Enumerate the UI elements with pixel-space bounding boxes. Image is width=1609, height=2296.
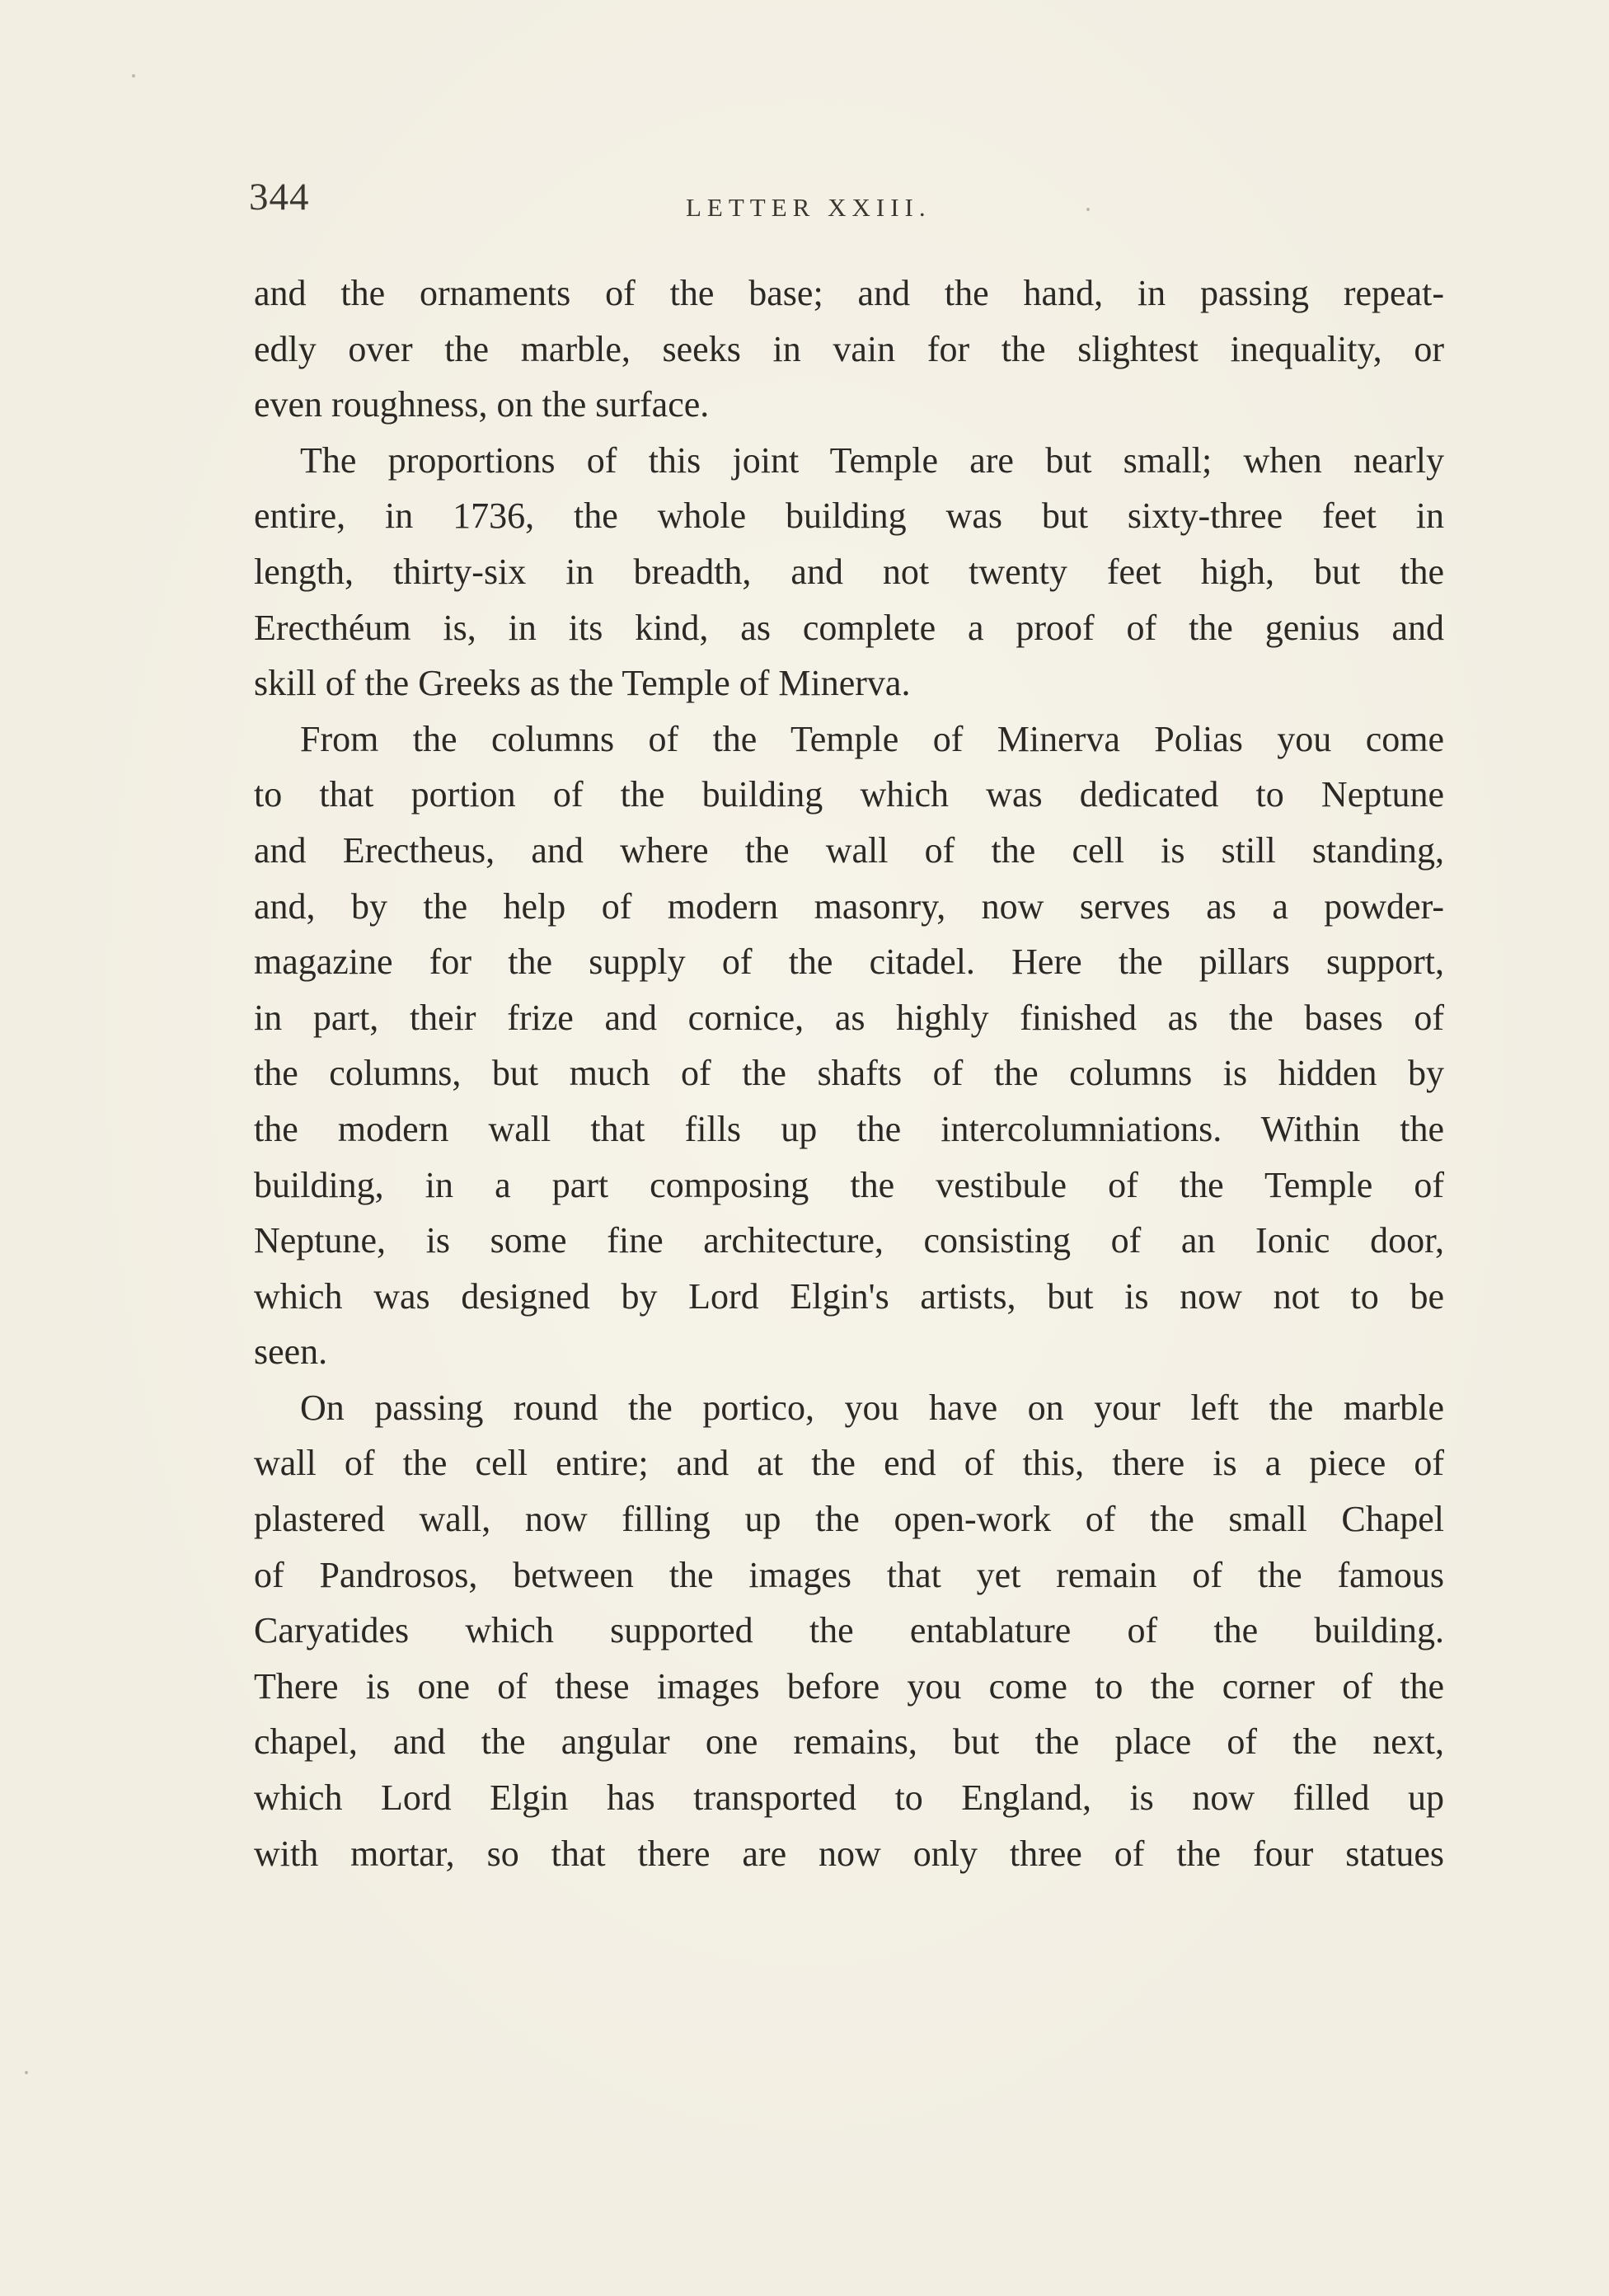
text-line: the modern wall that fills up the intercolumniations. Within the <box>254 1108 1444 1149</box>
paper-speck <box>1086 208 1090 211</box>
body-text <box>254 265 1444 1881</box>
paper-speck <box>132 74 135 77</box>
text-line: to that portion of the building which was dedicated to Neptune <box>254 774 1444 815</box>
text-line: wall of the cell entire; and at the end of this, there is a piece of <box>254 1443 1444 1484</box>
text-line: even roughness, on the surface. <box>254 384 710 425</box>
text-line: and Erectheus, and where the wall of the cell is still standing, <box>254 829 1444 871</box>
text-line: From the columns of the Temple of Minerva Polias you come <box>300 718 1444 759</box>
text-line: seen. <box>254 1331 328 1373</box>
text-line: with mortar, so that there are now only three of the four statues <box>254 1833 1444 1874</box>
running-head: LETTER XXIII. <box>686 193 931 222</box>
text-line: of Pandrosos, between the images that yet remain of the famous <box>254 1554 1444 1595</box>
text-line: Caryatides which supported the entablature of the building. <box>254 1610 1444 1651</box>
text-line: which Lord Elgin has transported to England, is now filled up <box>254 1777 1444 1819</box>
text-line: The proportions of this joint Temple are but small; when nearly <box>300 439 1444 481</box>
text-line: magazine for the supply of the citadel. Here the pillars support, <box>254 941 1444 983</box>
text-line: building, in a part composing the vestibule of the Temple of <box>254 1164 1444 1205</box>
text-line: There is one of these images before you come to the corner of the <box>254 1665 1444 1707</box>
text-line: skill of the Greeks as the Temple of Minerva. <box>254 663 911 704</box>
text-line: and, by the help of modern masonry, now serves as a powder- <box>254 885 1444 927</box>
text-line: length, thirty-six in breadth, and not twenty feet high, but the <box>254 551 1444 592</box>
text-line: Erecthéum is, in its kind, as complete a proof of the genius and <box>254 607 1444 648</box>
text-line: Neptune, is some fine architecture, consisting of an Ionic door, <box>254 1220 1444 1261</box>
text-line: edly over the marble, seeks in vain for the slightest inequality, or <box>254 328 1444 369</box>
text-line: On passing round the portico, you have on your left the marble <box>300 1387 1444 1428</box>
text-line: chapel, and the angular one remains, but the place of the next, <box>254 1721 1444 1763</box>
text-line: entire, in 1736, the whole building was but sixty-three feet in <box>254 495 1444 537</box>
text-line: the columns, but much of the shafts of the columns is hidden by <box>254 1053 1444 1094</box>
text-line: which was designed by Lord Elgin's artists, but is now not to be <box>254 1275 1444 1317</box>
text-line: and the ornaments of the base; and the hand, in passing repeat- <box>254 273 1444 313</box>
text-line: in part, their frize and cornice, as highly finished as the bases of <box>254 997 1444 1038</box>
text-line: plastered wall, now filling up the open-work of the small Chapel <box>254 1499 1444 1540</box>
paper-speck <box>25 2071 28 2074</box>
page-number: 344 <box>249 176 310 218</box>
